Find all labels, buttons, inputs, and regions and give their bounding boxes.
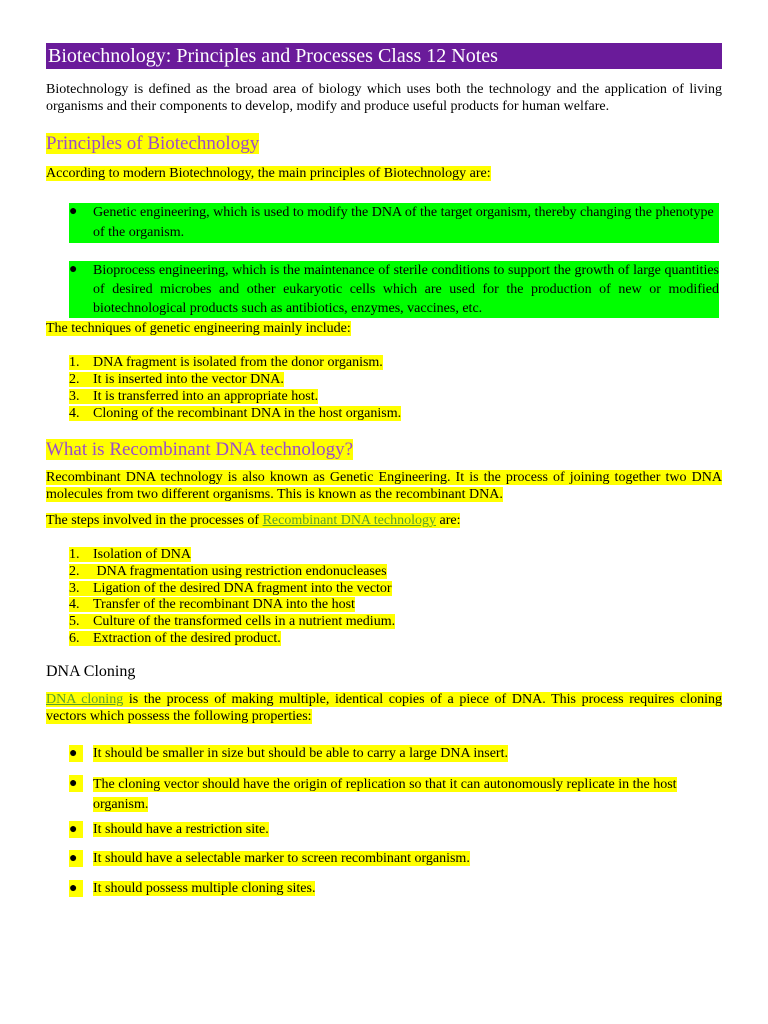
steps-lead: The steps involved in the processes of Recombinant DNA technology are: — [46, 513, 461, 528]
list-item: ● It should possess multiple cloning sites. — [69, 881, 316, 896]
list-item: ● It should have a selectable marker to screen recombinant organism. — [69, 851, 470, 866]
list-item: ● Bioprocess engineering, which is the maintenance of sterile conditions to support the growth of large quantities of desired microbes and other eukaryotic cells which are used for the production of new or modified biotechnological products such as antibiotics, enzymes, vaccines, etc. — [69, 262, 719, 316]
recombinant-dna-link[interactable]: Recombinant DNA technology — [262, 513, 436, 528]
intro-paragraph: Biotechnology is defined as the broad area of biology which uses both the technology and the application of living organisms and their components to develop, modify and produce useful products for human welfare. — [46, 82, 722, 114]
principles-lead: According to modern Biotechnology, the main principles of Biotechnology are: — [46, 166, 491, 181]
list-item: 6. Extraction of the desired product. — [69, 631, 281, 646]
list-item: 1. Isolation of DNA — [69, 547, 191, 562]
bullet-icon: ● — [69, 203, 83, 220]
cloning-paragraph: DNA cloning is the process of making multiple, identical copies of a piece of DNA. This process requires cloning vectors which possess the following properties: — [46, 692, 722, 724]
list-item: ● The cloning vector should have the origin of replication so that it can autonomously replicate in the host organism. — [69, 776, 677, 812]
list-item: 1. DNA fragment is isolated from the donor organism. — [69, 355, 383, 370]
recombinant-paragraph: Recombinant DNA technology is also known as Genetic Engineering. It is the process of joining together two DNA molecules from two different organisms. This is known as the recombinant DNA. — [46, 470, 722, 502]
list-item: ● It should have a restriction site. — [69, 822, 269, 837]
bullet-icon: ● — [69, 745, 83, 762]
section-heading-recombinant: What is Recombinant DNA technology? — [46, 439, 354, 460]
list-item: ● It should be smaller in size but should be able to carry a large DNA insert. — [69, 746, 508, 761]
techniques-lead: The techniques of genetic engineering mainly include: — [46, 321, 351, 336]
bullet-icon: ● — [69, 775, 83, 792]
list-item: 5. Culture of the transformed cells in a nutrient medium. — [69, 614, 396, 629]
bullet-icon: ● — [69, 880, 83, 897]
bullet-icon: ● — [69, 850, 83, 867]
list-item: 4. Cloning of the recombinant DNA in the host organism. — [69, 406, 402, 421]
section-heading-principles: Principles of Biotechnology — [46, 133, 260, 154]
list-item: 4. Transfer of the recombinant DNA into the host — [69, 597, 355, 612]
list-item: 3. Ligation of the desired DNA fragment into the vector — [69, 581, 392, 596]
section-heading-cloning: DNA Cloning — [46, 663, 136, 680]
list-item: ● Genetic engineering, which is used to modify the DNA of the target organism, thereby changing the phenotype of the organism. — [69, 203, 719, 243]
bullet-icon: ● — [69, 821, 83, 838]
dna-cloning-link[interactable]: DNA cloning — [46, 692, 124, 707]
list-item: 2. It is inserted into the vector DNA. — [69, 372, 284, 387]
page-title: Biotechnology: Principles and Processes Class 12 Notes — [46, 43, 722, 69]
list-item: 2. DNA fragmentation using restriction endonucleases — [69, 564, 387, 579]
bullet-icon: ● — [69, 261, 83, 278]
list-item: 3. It is transferred into an appropriate host. — [69, 389, 319, 404]
